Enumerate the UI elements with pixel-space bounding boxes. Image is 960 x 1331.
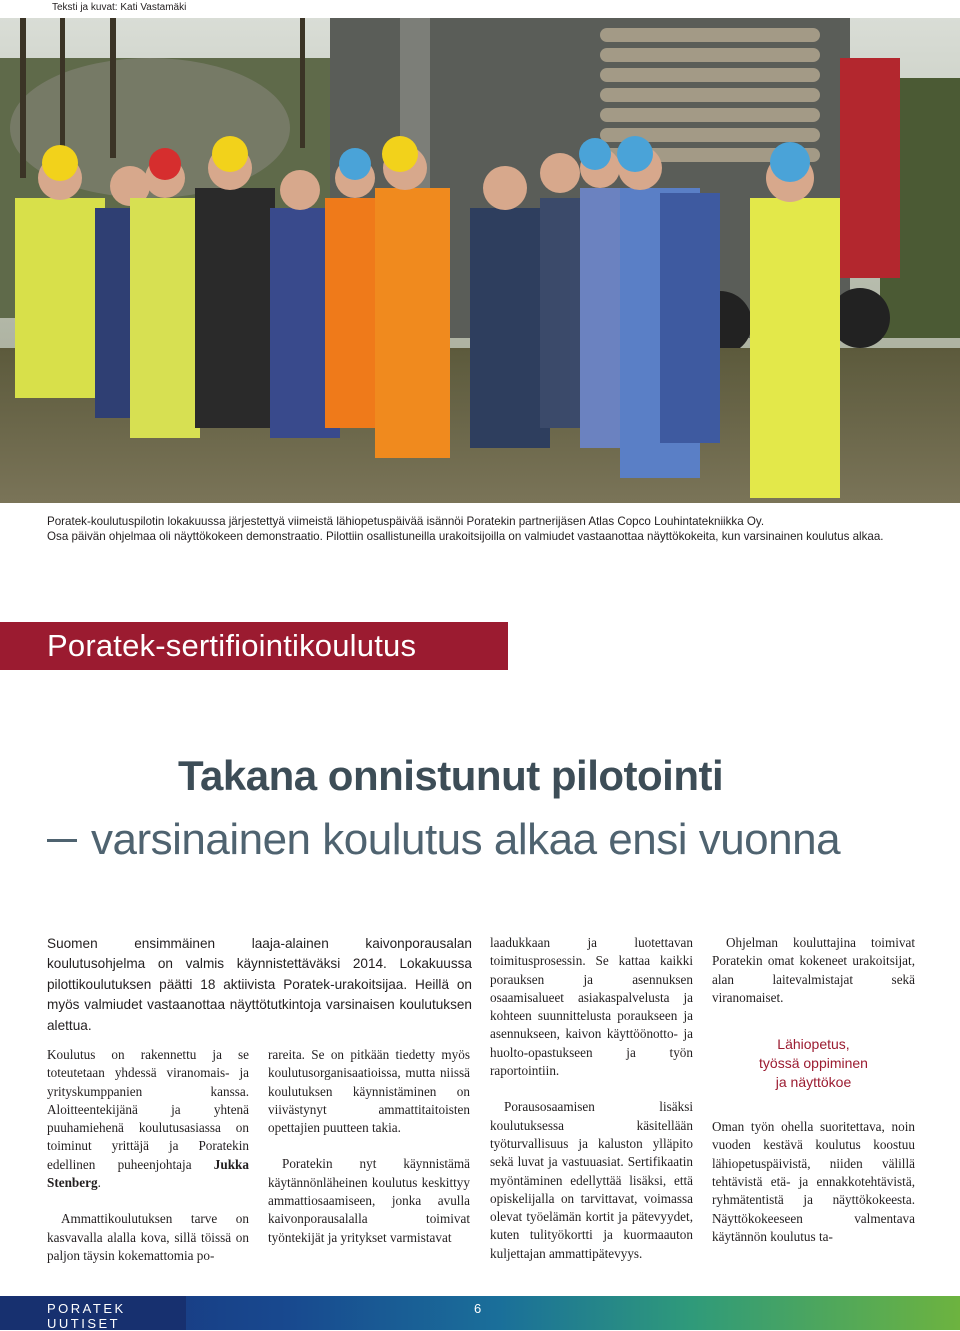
col3-paragraph-2: Porausosaamisen lisäksi koulutuksessa käsitellään työturvallisuus ja kaluston ylläpito sekä luvat ja vastuuasiat. Sertifikaatin myöntäminen edellyttää lisäksi, että opiskelijalla on tarvittavat, voimassa olevat työelämän kortit ja pätevyydet, kuten tulityökortti ja kuormaauton kuljettajan ammattipätevyys. xyxy=(490,1099,693,1261)
col4-paragraph-1: Ohjelman kouluttajina toimivat Poratekin omat kokeneet urakoitsijat, alan laitevalmistajat sekä viranomaiset. xyxy=(712,935,915,1005)
body-column-2 xyxy=(268,1046,470,1247)
group-photo-icon xyxy=(0,18,960,503)
col4-subheading-line-1: Lähiopetus, xyxy=(777,1036,850,1053)
page-footer xyxy=(0,1296,960,1330)
body-column-3 xyxy=(490,934,693,1263)
col3-paragraph-1: laadukkaan ja luotettavan toimitusprosessin. Se kattaa kaikki porauksen ja asennuksen osaamisalueet asiakaspalvelusta ja kohteen suunnittelusta poraukseen ja asennukseen, kaivon käyttöönotto- ja huolto-opastukseen ja työn raportointiin. xyxy=(490,935,693,1079)
col1-p1-text: Koulutus on rakennettu ja se toteutetaan yhdessä viranomais- ja yrityskumppanien kanssa. Aloitteentekijänä ja yhtenä puuhamiehenä koulutusasiassa on toiminut yrittäjä ja Poratekin edellinen puheenjohtaja xyxy=(47,1047,249,1172)
caption-line-1: Poratek-koulutuspilotin lokakuussa järjestettyä viimeistä lähiopetuspäivää isännöi Poratekin partnerijäsen Atlas Copco Louhintatekniikka Oy. xyxy=(47,515,765,528)
person-name: Jukka Stenberg xyxy=(47,1156,249,1191)
body-column-1 xyxy=(47,1046,249,1265)
col1-p1-end: . xyxy=(97,1175,101,1191)
col1-paragraph-2: Ammattikoulutuksen tarve on kasvavalla alalla kova, sillä töissä on paljon täysin kokemattomia po- xyxy=(47,1211,249,1263)
article-headline: Takana onnistunut pilotointi xyxy=(178,752,724,799)
col2-paragraph-1: rareita. Se on pitkään tiedetty myös koulutusorganisaatioissa, mutta niissä koulutuksen käynnistäminen on viivästynyt ammattitaitoisten opettajien puutteen takia. xyxy=(268,1047,470,1136)
col2-paragraph-2: Poratekin nyt käynnistämä käytännönläheinen koulutus keskittyy ammattiosaamiseen, jonka avulla kaivonporausalalla toimivat työntekijät ja yritykset varmistavat xyxy=(268,1156,470,1245)
body-column-4 xyxy=(712,934,915,1246)
section-title-band xyxy=(0,622,508,670)
col1-paragraph-1 xyxy=(47,1046,249,1192)
footer-label-box xyxy=(0,1296,186,1330)
photo-caption xyxy=(47,514,927,544)
col4-paragraph-2: Oman työn ohella suoritettava, noin vuoden kestävä koulutus koostuu lähiopetuspäivistä, niiden välillä tehtävistä etä- ja ennakkotehtävistä, ryhmätentistä ja näyttökokeesta. Näyttökokeeseen valmentava käytännön koulutus ta- xyxy=(712,1119,915,1244)
article-subheadline xyxy=(47,815,840,865)
page-number: 6 xyxy=(474,1301,482,1316)
col4-subheading xyxy=(712,1035,915,1092)
dash-mark xyxy=(47,839,77,842)
col4-subheading-line-2: työssä oppiminen xyxy=(759,1055,868,1072)
group-photo xyxy=(0,18,960,503)
photo-credit: Teksti ja kuvat: Kati Vastamäki xyxy=(52,2,187,13)
caption-line-2: Osa päivän ohjelmaa oli näyttökokeen demonstraatio. Pilottiin osallistuneilla urakoitsijoilla on valmiudet vastaanottaa näyttökokeita, kun varsinainen koulutus alkaa. xyxy=(47,530,884,543)
col4-subheading-line-3: ja näyttökoe xyxy=(775,1074,852,1091)
subheadline-text: varsinainen koulutus alkaa ensi vuonna xyxy=(91,815,841,864)
section-title: Poratek-sertifiointikoulutus xyxy=(47,628,417,663)
lead-paragraph: Suomen ensimmäinen laaja-alainen kaivonporausalan koulutusohjelma on valmis käynnistettäväksi 2014. Lokakuussa pilottikoulutuksen päätti 18 aktiivista Poratek-urakoitsijaa. Heillä on myös valmiudet vastaanottaa näyttötutkintoja varsinaisen koulutuksen alettua. xyxy=(47,936,472,1033)
footer-publication-name: PORATEK UUTISET xyxy=(47,1301,126,1331)
